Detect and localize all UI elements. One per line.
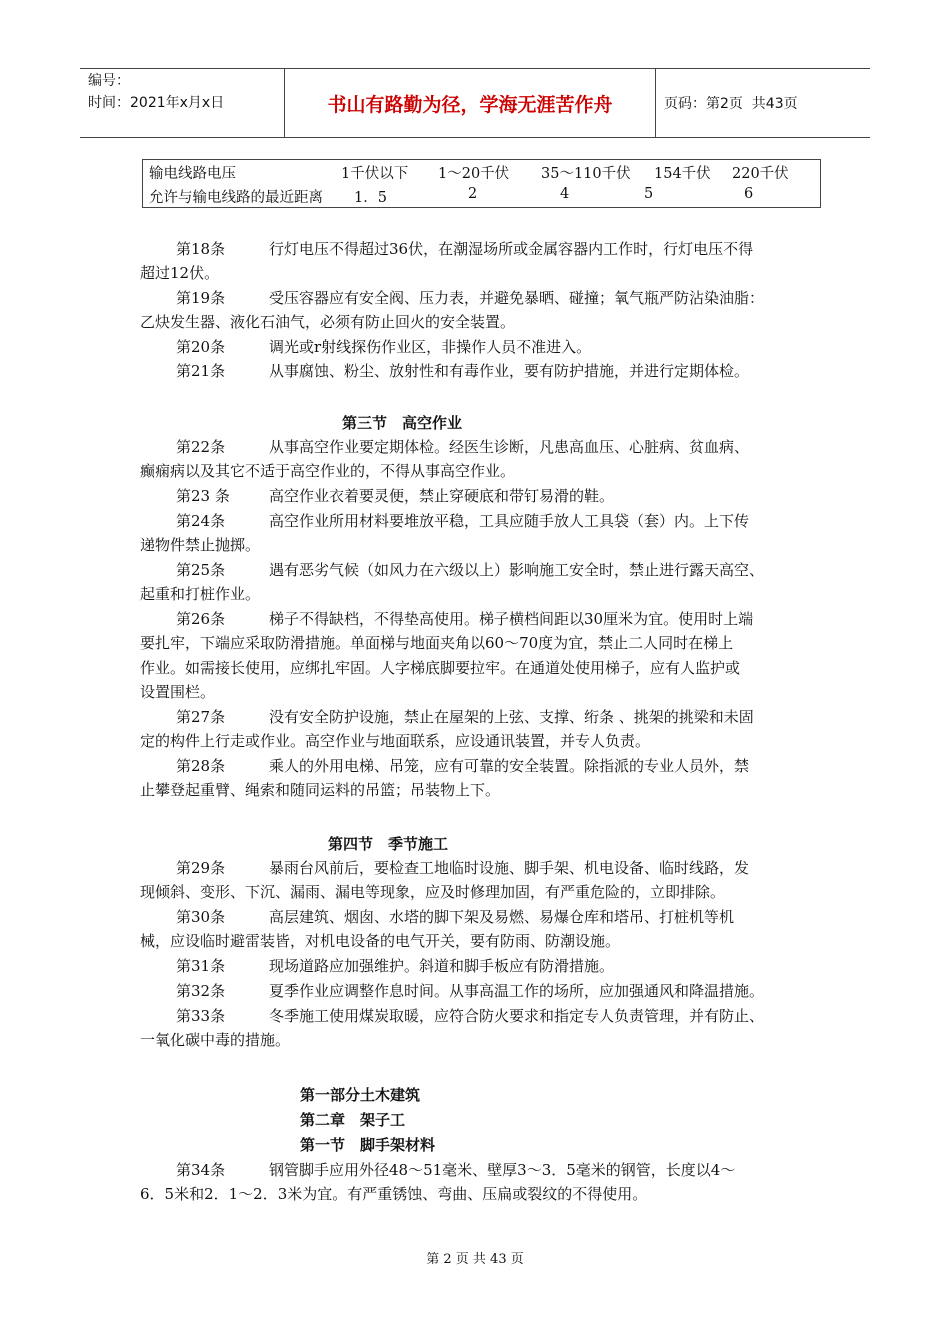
article-number: 第20条 xyxy=(176,338,226,356)
article-text: 冬季施工使用煤炭取暖，应符合防火要求和指定专人负责管理，并有防止、 xyxy=(269,1007,765,1025)
article-number: 第22条 xyxy=(176,438,226,456)
article-number: 第26条 xyxy=(176,610,226,628)
number-label: 编号： xyxy=(88,73,130,89)
article-text: 遇有恶劣气候（如风力在六级以上）影响施工安全时，禁止进行露天高空、 xyxy=(269,561,765,579)
article-33 xyxy=(176,1004,764,1028)
table-cell: 6 xyxy=(744,186,754,202)
table-row xyxy=(143,184,820,207)
article-28 xyxy=(176,754,749,778)
article-32 xyxy=(176,979,764,1003)
header-meta xyxy=(88,71,288,133)
article-27 xyxy=(176,705,754,729)
page-header xyxy=(80,68,870,138)
article-text: 乘人的外用电梯、吊笼，应有可靠的安全装置。除指派的专业人员外，禁 xyxy=(269,757,750,775)
table-cell: 2 xyxy=(468,186,478,202)
voltage-distance-table xyxy=(142,159,821,208)
article-number: 第24条 xyxy=(176,512,226,530)
article-26 xyxy=(176,607,753,631)
article-18 xyxy=(176,237,753,261)
article-text: 行灯电压不得超过36伏，在潮湿场所或金属容器内工作时，行灯电压不得 xyxy=(269,240,754,258)
article-text: 高层建筑、烟囱、水塔的脚下架及易燃、易爆仓库和塔吊、打桩机等机 xyxy=(269,908,735,926)
article-29 xyxy=(176,856,749,880)
article-number: 第32条 xyxy=(176,982,226,1000)
article-number: 第29条 xyxy=(176,859,226,877)
article-number: 第19条 xyxy=(176,289,226,307)
article-text: 没有安全防护设施，禁止在屋架的上弦、支撑、绗条 、挑架的挑梁和未固 xyxy=(269,708,754,726)
article-31 xyxy=(176,954,614,978)
article-28-cont: 止攀登起重臂、绳索和随同运料的吊篮；吊装物上下。 xyxy=(140,781,501,799)
article-number: 第30条 xyxy=(176,908,226,926)
chapter-heading: 第二章 架子工 xyxy=(300,1111,406,1129)
article-24 xyxy=(176,509,749,533)
article-26-cont: 要扎牢，下端应采取防滑措施。单面梯与地面夹角以60～70度为宜，禁止二人同时在梯上 xyxy=(140,634,734,652)
article-19-cont: 乙炔发生器、液化石油气，必须有防止回火的安全装置。 xyxy=(140,313,516,331)
article-text: 钢管脚手应用外径48～51毫米、壁厚3～3．5毫米的钢管，长度以4～ xyxy=(269,1161,736,1179)
article-34-cont: 6．5米和2．1～2．3米为宜。有严重锈蚀、弯曲、压扁或裂纹的不得使用。 xyxy=(140,1185,648,1203)
article-26-cont: 作业。如需接长使用，应绑扎牢固。人字梯底脚要拉牢。在通道处使用梯子，应有人监护或 xyxy=(140,659,741,677)
article-25-cont: 起重和打桩作业。 xyxy=(140,585,261,603)
table-cell: 4 xyxy=(560,186,570,202)
table-row xyxy=(143,160,820,183)
motto: 书山有路勤为径，学海无涯苦作舟 xyxy=(284,69,656,137)
article-number: 第34条 xyxy=(176,1161,226,1179)
page-info-text: 页码：第2页 共43页 xyxy=(664,96,798,112)
article-19 xyxy=(176,286,764,310)
page-info xyxy=(664,69,870,137)
section-heading: 第四节 季节施工 xyxy=(328,835,449,853)
article-26-cont: 设置围栏。 xyxy=(140,683,216,701)
article-30 xyxy=(176,905,734,929)
article-text: 夏季作业应调整作息时间。从事高温工作的场所，应加强通风和降温措施。 xyxy=(269,982,765,1000)
table-cell: 220千伏 xyxy=(732,166,789,182)
part-heading: 第一部分土木建筑 xyxy=(300,1086,421,1104)
article-number: 第33条 xyxy=(176,1007,226,1025)
article-text: 调光或r射线探伤作业区，非操作人员不准进入。 xyxy=(269,338,592,356)
article-34 xyxy=(176,1158,735,1182)
article-number: 第23 条 xyxy=(176,487,230,505)
article-text: 高空作业所用材料要堆放平稳，工具应随手放人工具袋（套）内。上下传 xyxy=(269,512,750,530)
article-number: 第31条 xyxy=(176,957,226,975)
date-label: 时间：2021年x月x日 xyxy=(88,95,225,111)
table-cell: 5 xyxy=(644,186,654,202)
article-20 xyxy=(176,335,591,359)
article-23 xyxy=(176,484,614,508)
table-cell: 35～110千伏 xyxy=(541,166,631,182)
article-29-cont: 现倾斜、变形、下沉、漏雨、漏电等现象，应及时修理加固，有严重危险的，立即排除。 xyxy=(140,883,726,901)
section-heading: 第三节 高空作业 xyxy=(342,414,463,432)
article-text: 高空作业衣着要灵便，禁止穿硬底和带钉易滑的鞋。 xyxy=(269,487,615,505)
table-cell: 输电线路电压 xyxy=(149,166,236,182)
article-text: 暴雨台风前后，要检查工地临时设施、脚手架、机电设备、临时线路，发 xyxy=(269,859,750,877)
page-footer: 第 2 页 共 43 页 xyxy=(426,1252,524,1267)
table-cell: 1．5 xyxy=(354,190,387,206)
article-number: 第18条 xyxy=(176,240,226,258)
article-21 xyxy=(176,359,749,383)
section-heading: 第一节 脚手架材料 xyxy=(300,1136,436,1154)
article-27-cont: 定的构件上行走或作业。高空作业与地面联系，应设通讯装置，并专人负责。 xyxy=(140,732,651,750)
table-cell: 允许与输电线路的最近距离 xyxy=(149,190,323,206)
table-cell: 1～20千伏 xyxy=(438,166,510,182)
article-number: 第27条 xyxy=(176,708,226,726)
article-18-cont: 超过12伏。 xyxy=(140,264,220,282)
article-number: 第28条 xyxy=(176,757,226,775)
article-number: 第25条 xyxy=(176,561,226,579)
article-25 xyxy=(176,558,764,582)
article-text: 从事腐蚀、粉尘、放射性和有毒作业，要有防护措施，并进行定期体检。 xyxy=(269,362,750,380)
article-24-cont: 递物件禁止抛掷。 xyxy=(140,536,261,554)
article-22-cont: 癫痫病以及其它不适于高空作业的，不得从事高空作业。 xyxy=(140,462,516,480)
article-22 xyxy=(176,435,749,459)
article-text: 现场道路应加强维护。斜道和脚手板应有防滑措施。 xyxy=(269,957,615,975)
article-text: 从事高空作业要定期体检。经医生诊断，凡患高血压、心脏病、贫血病、 xyxy=(269,438,750,456)
article-number: 第21条 xyxy=(176,362,226,380)
article-text: 梯子不得缺档，不得垫高使用。梯子横档间距以30厘米为宜。使用时上端 xyxy=(269,610,754,628)
article-30-cont: 械，应设临时避雷装皆，对机电设备的电气开关，要有防雨、防潮设施。 xyxy=(140,932,621,950)
article-33-cont: 一氧化碳中毒的措施。 xyxy=(140,1031,291,1049)
article-text: 受压容器应有安全阀、压力表，并避免暴晒、碰撞；氧气瓶严防沾染油脂： xyxy=(269,289,765,307)
table-cell: 1千伏以下 xyxy=(341,166,409,182)
table-cell: 154千伏 xyxy=(654,166,711,182)
